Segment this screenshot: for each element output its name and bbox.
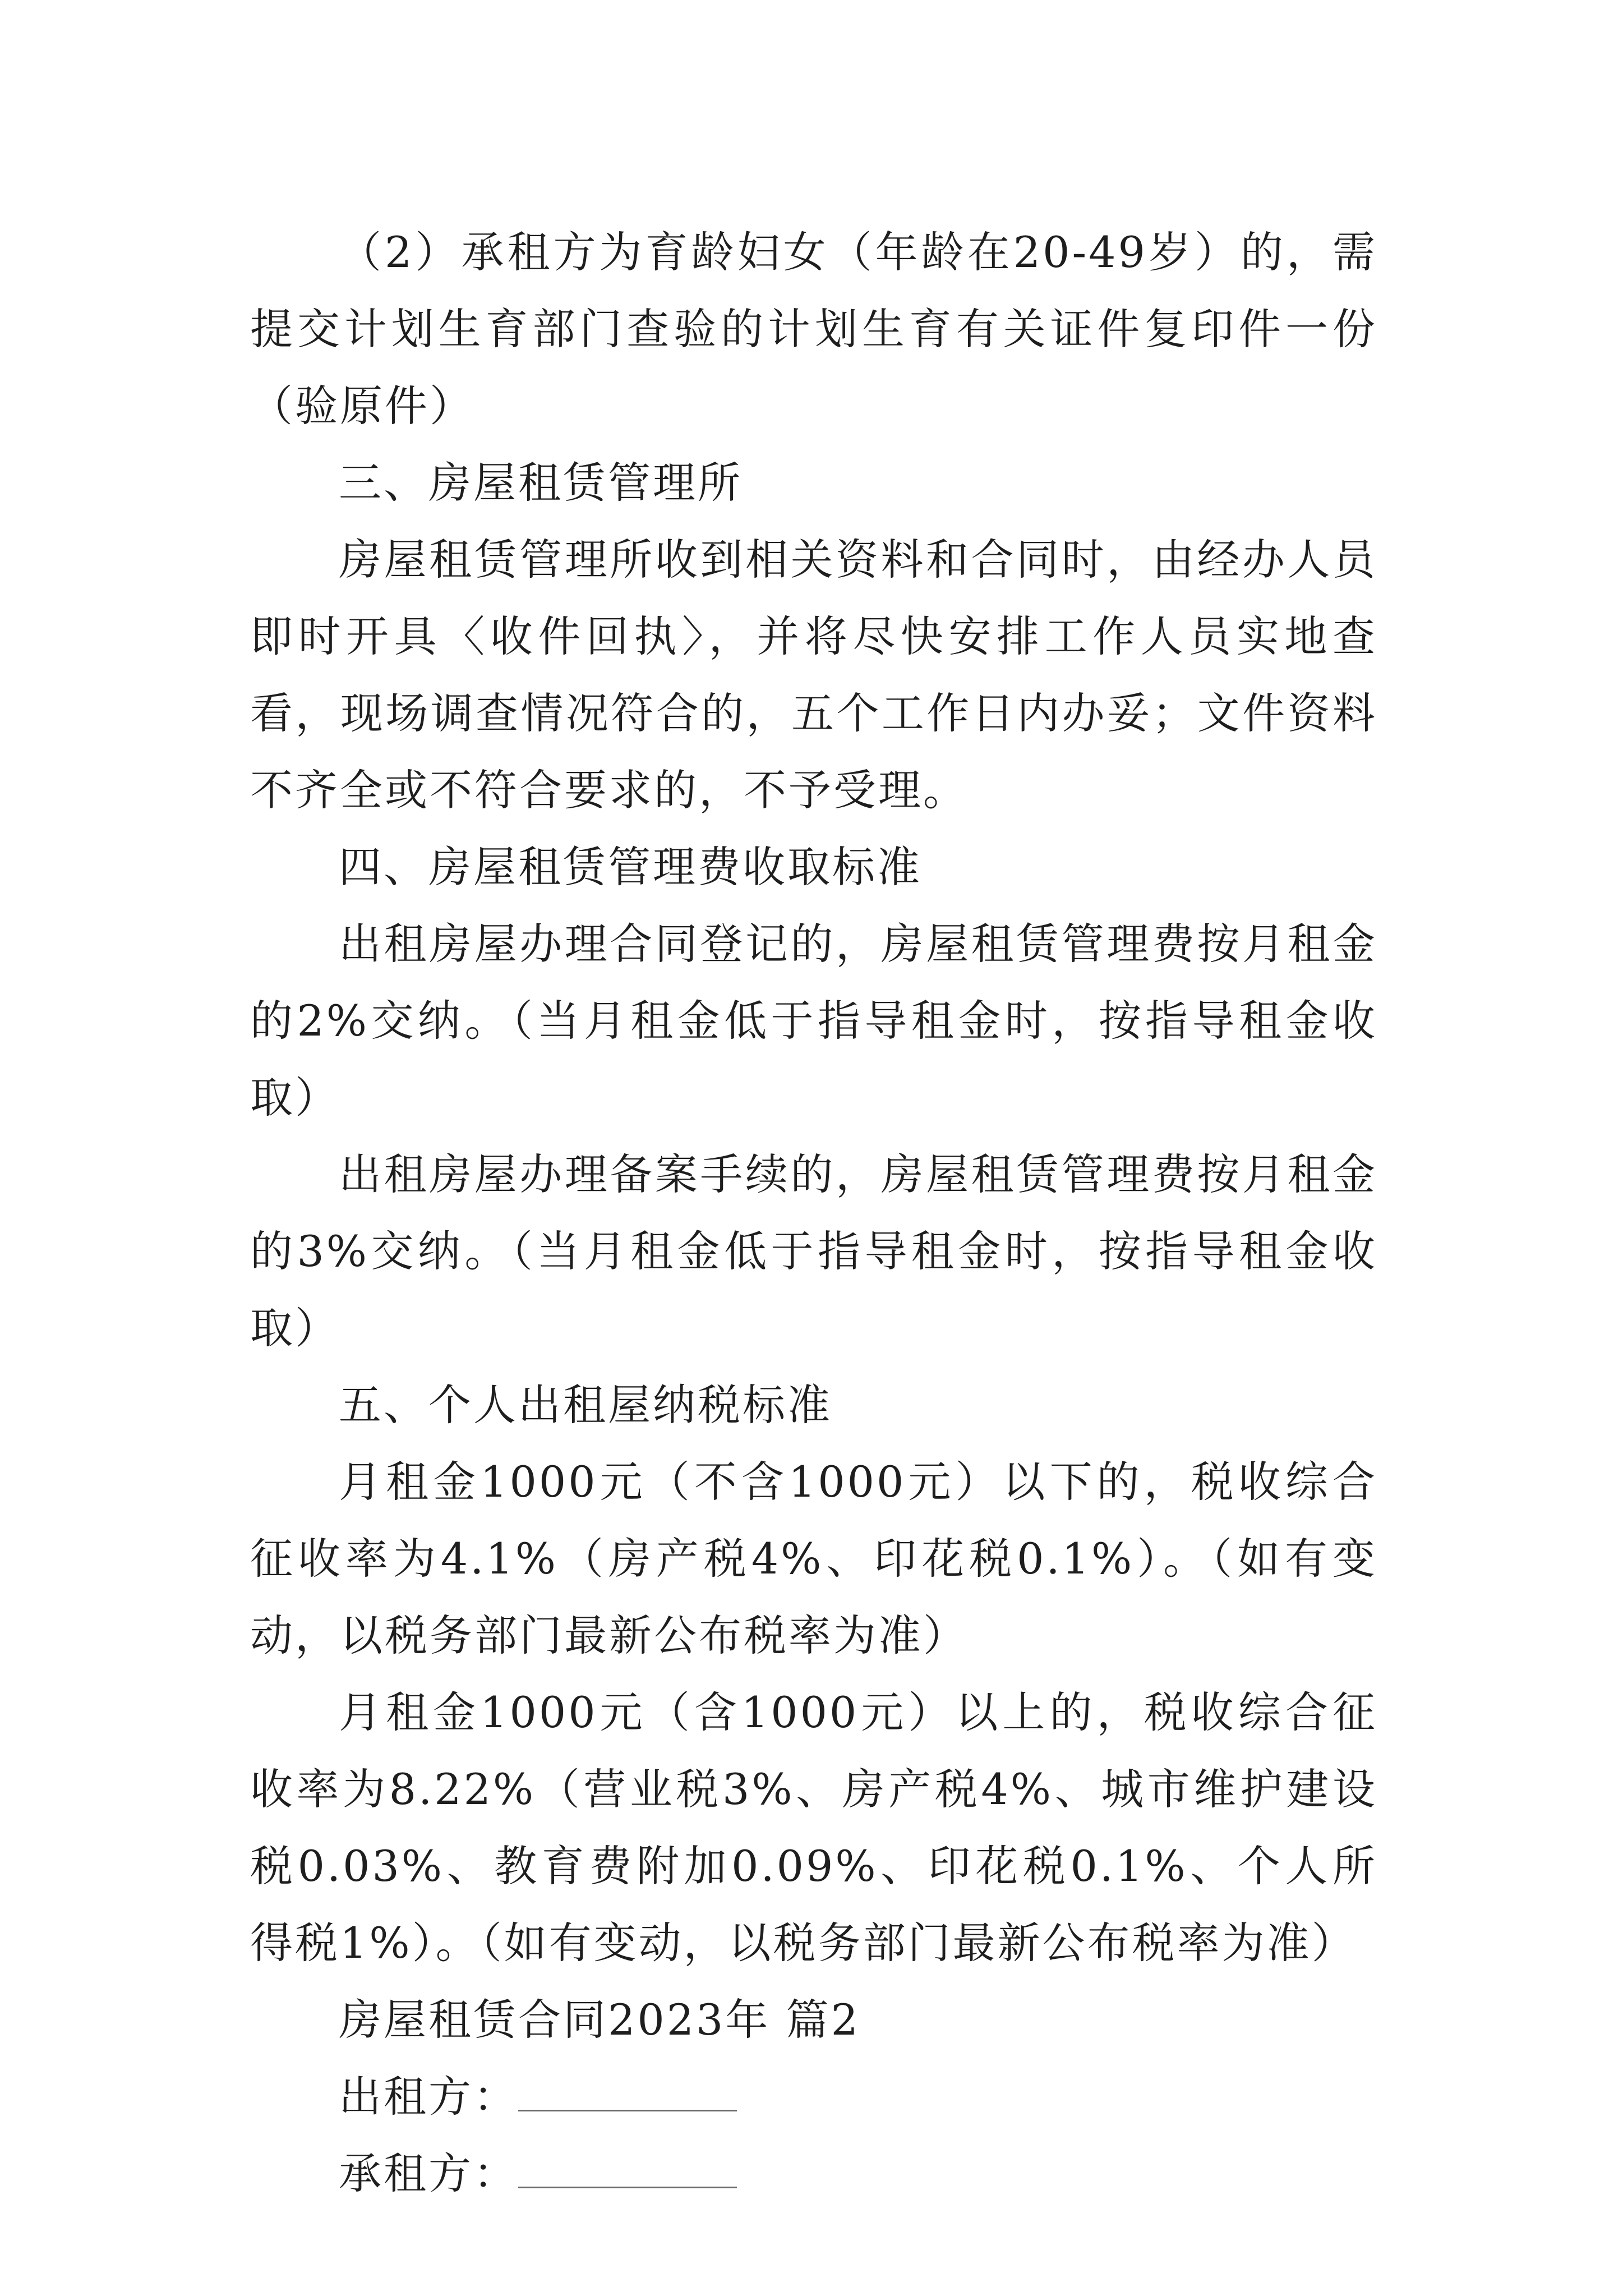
heading-management-fee-standard: 四、房屋租赁管理费收取标准 [339, 842, 922, 892]
lessee-line [250, 2135, 1377, 2212]
heading-rental-management-office: 三、房屋租赁管理所 [339, 458, 743, 508]
paragraph-tax-below-1000: 月租金1000元（不含1000元）以下的，税收综合征收率为4.1%（房产税4%、印花税0.1%）。（如有变动，以税务部门最新公布税率为准） [250, 1457, 1377, 1660]
lessee-label: 承租方： [339, 2148, 518, 2198]
paragraph-tax-above-1000: 月租金1000元（含1000元）以上的，税收综合征收率为8.22%（营业税3%、房产税4%、城市维护建设税0.03%、教育费附加0.09%、印花税0.1%、个人所得税1%）。（如有变动，以税务部门最新公布税率为准） [250, 1687, 1377, 1968]
paragraph-filing-fee: 出租房屋办理备案手续的，房屋租赁管理费按月租金的3%交纳。（当月租金低于指导租金时，按指导租金收取） [250, 1149, 1377, 1353]
contract-title-part-2: 房屋租赁合同2023年 篇2 [339, 1995, 860, 2045]
heading-tax-standard: 五、个人出租屋纳税标准 [339, 1380, 832, 1430]
document-body [250, 214, 1377, 2212]
lessor-label: 出租方： [339, 2072, 518, 2122]
lessor-blank [518, 2077, 737, 2111]
paragraph-office-procedure: 房屋租赁管理所收到相关资料和合同时，由经办人员即时开具〈收件回执〉，并将尽快安排工作人员实地查看，现场调查情况符合的，五个工作日内办妥；文件资料不齐全或不符合要求的，不予受理。 [250, 535, 1377, 815]
paragraph-childbearing-women: （2）承租方为育龄妇女（年龄在20-49岁）的，需提交计划生育部门查验的计划生育有关证件复印件一份（验原件） [250, 227, 1377, 431]
paragraph-contract-registration-fee: 出租房屋办理合同登记的，房屋租赁管理费按月租金的2%交纳。（当月租金低于指导租金时，按指导租金收取） [250, 919, 1377, 1122]
lessor-line [250, 2058, 1377, 2135]
lessee-blank [518, 2154, 737, 2188]
